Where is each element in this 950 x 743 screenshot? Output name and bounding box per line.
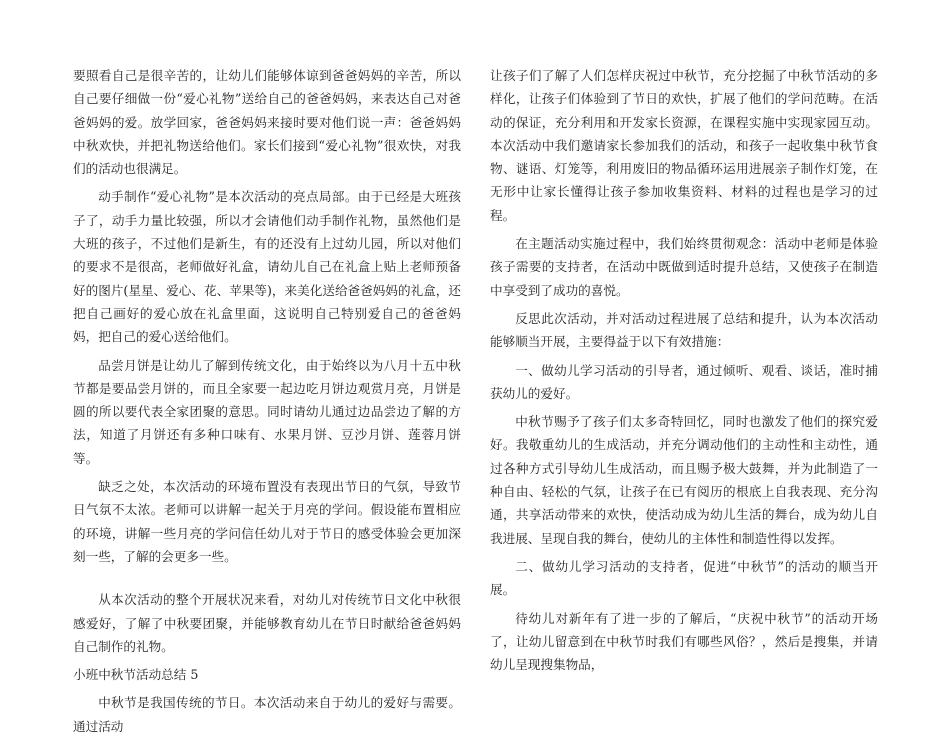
- paragraph-handmade-gift: 动手制作“爱心礼物”是本次活动的亮点局部。由于已经是大班孩子了，动手力量比较强，所以才会请他们动手制作礼物，虽然他们是大班的孩子，不过他们是新生，有的还没有上过幼儿园，所以对他们的要求不是很高，老师做好礼盒，请幼儿自己在礼盒上贴上老师预备好的图片(星星、爱心、花、苹果等)，来美化送给爸爸妈妈的礼盒，还把自己画好的爱心放在礼盒里面，这说明自己特别爱自己的爸爸妈妈，把自己的爱心送给他们。: [73, 189, 461, 345]
- paragraph-teacher-role: 在主题活动实施过程中，我们始终贯彻观念：活动中老师是体验孩子需要的支持者，在活动中既做到适时提升总结，又使孩子在制造中享受到了成功的喜悦。: [490, 236, 878, 298]
- paragraph-summary-5-intro: 中秋节是我国传统的节日。本次活动来自于幼儿的爱好与需要。通过活动: [73, 695, 461, 734]
- paragraph-mooncake-tasting: 品尝月饼是让幼儿了解到传统文化，由于始终以为八月十五中秋节都是要品尝月饼的，而且全家要一起边吃月饼边观赏月亮，月饼是圆的所以要代表全家团聚的意思。同时请幼儿通过边品尝边了解的方法，知道了月饼还有多种口味有、水果月饼、豆沙月饼、莲蓉月饼等。: [73, 357, 461, 466]
- paragraph-shortcomings: 缺乏之处，本次活动的环境布置没有表现出节日的气氛，导致节日气氛不太浓。老师可以讲解一起关于月亮的学问。假设能布置相应的环境，讲解一些月亮的学问信任幼儿对于节日的感受体验会更加深刻一些，了解的会更多一些。: [73, 479, 461, 564]
- paragraph-activity-continued: 让孩子们了解了人们怎样庆祝过中秋节，充分挖掘了中秋节活动的多样化，让孩子们体验到了节日的欢快，扩展了他们的学问范畴。在活动的保证，充分利用和开发家长资源，在课程实施中实现家园互动。本次活动中我们邀请家长参加我们的活动，和孩子一起收集中秋节食物、谜语、灯笼等，利用废旧的物品循环运用进展亲子制作灯笼，在无形中让家长懂得让孩子参加收集资料、材料的过程也是学习的过程。: [490, 68, 878, 223]
- paragraph-exploration: 中秋节赐予了孩子们太多奇特回忆，同时也激发了他们的探究爱好。我敬重幼儿的生成活动，并充分调动他们的主动性和主动性，通过各种方式引导幼儿生成活动，而且赐予极大鼓舞，并为此制造了一种自由、轻松的气氛，让孩子在已有阅历的根底上自我表现、充分沟通，共享活动带来的欢快，使活动成为幼儿生活的舞台，成为幼儿自我进展、呈现自我的舞台，使幼儿的主体性和制造性得以发挥。: [490, 414, 878, 546]
- paragraph-reflection: 反思此次活动，并对活动过程进展了总结和提升，认为本次活动能够顺当开展，主要得益于以下有效措施：: [490, 310, 878, 350]
- right-text-column: [490, 64, 878, 681]
- left-text-column: [73, 64, 461, 743]
- paragraph-measure-one: 一、做幼儿学习活动的引导者，通过倾听、观看、谈话，准时捕获幼儿的爱好。: [490, 362, 878, 401]
- paragraph-measure-two: 二、做幼儿学习活动的支持者，促进“中秋节”的活动的顺当开展。: [490, 558, 878, 598]
- paragraph-gift-continued: 要照看自己是很辛苦的，让幼儿们能够体谅到爸爸妈妈的辛苦，所以自己要仔细做一份“爱心礼物”送给自己的爸爸妈妈，来表达自己对爸爸妈妈的爱。放学回家，爸爸妈妈来接时要对他们说一声：爸爸妈妈中秋欢快，并把礼物送给他们。家长们接到“爱心礼物”很欢快，对我们的活动也很满足。: [73, 68, 461, 177]
- section-heading: 小班中秋节活动总结 5: [73, 667, 199, 683]
- paragraph-overall-summary: 从本次活动的整个开展状况来看，对幼儿对传统节日文化中秋很感爱好，了解了中秋要团聚，并能够教育幼儿在节日时献给爸爸妈妈自己制作的礼物。: [73, 592, 461, 654]
- paragraph-celebration-start: 待幼儿对新年有了进一步的了解后，“庆祝中秋节”的活动开场了，让幼儿留意到在中秋节时我们有哪些风俗？，然后是搜集，并请幼儿呈现搜集物品，: [490, 610, 878, 673]
